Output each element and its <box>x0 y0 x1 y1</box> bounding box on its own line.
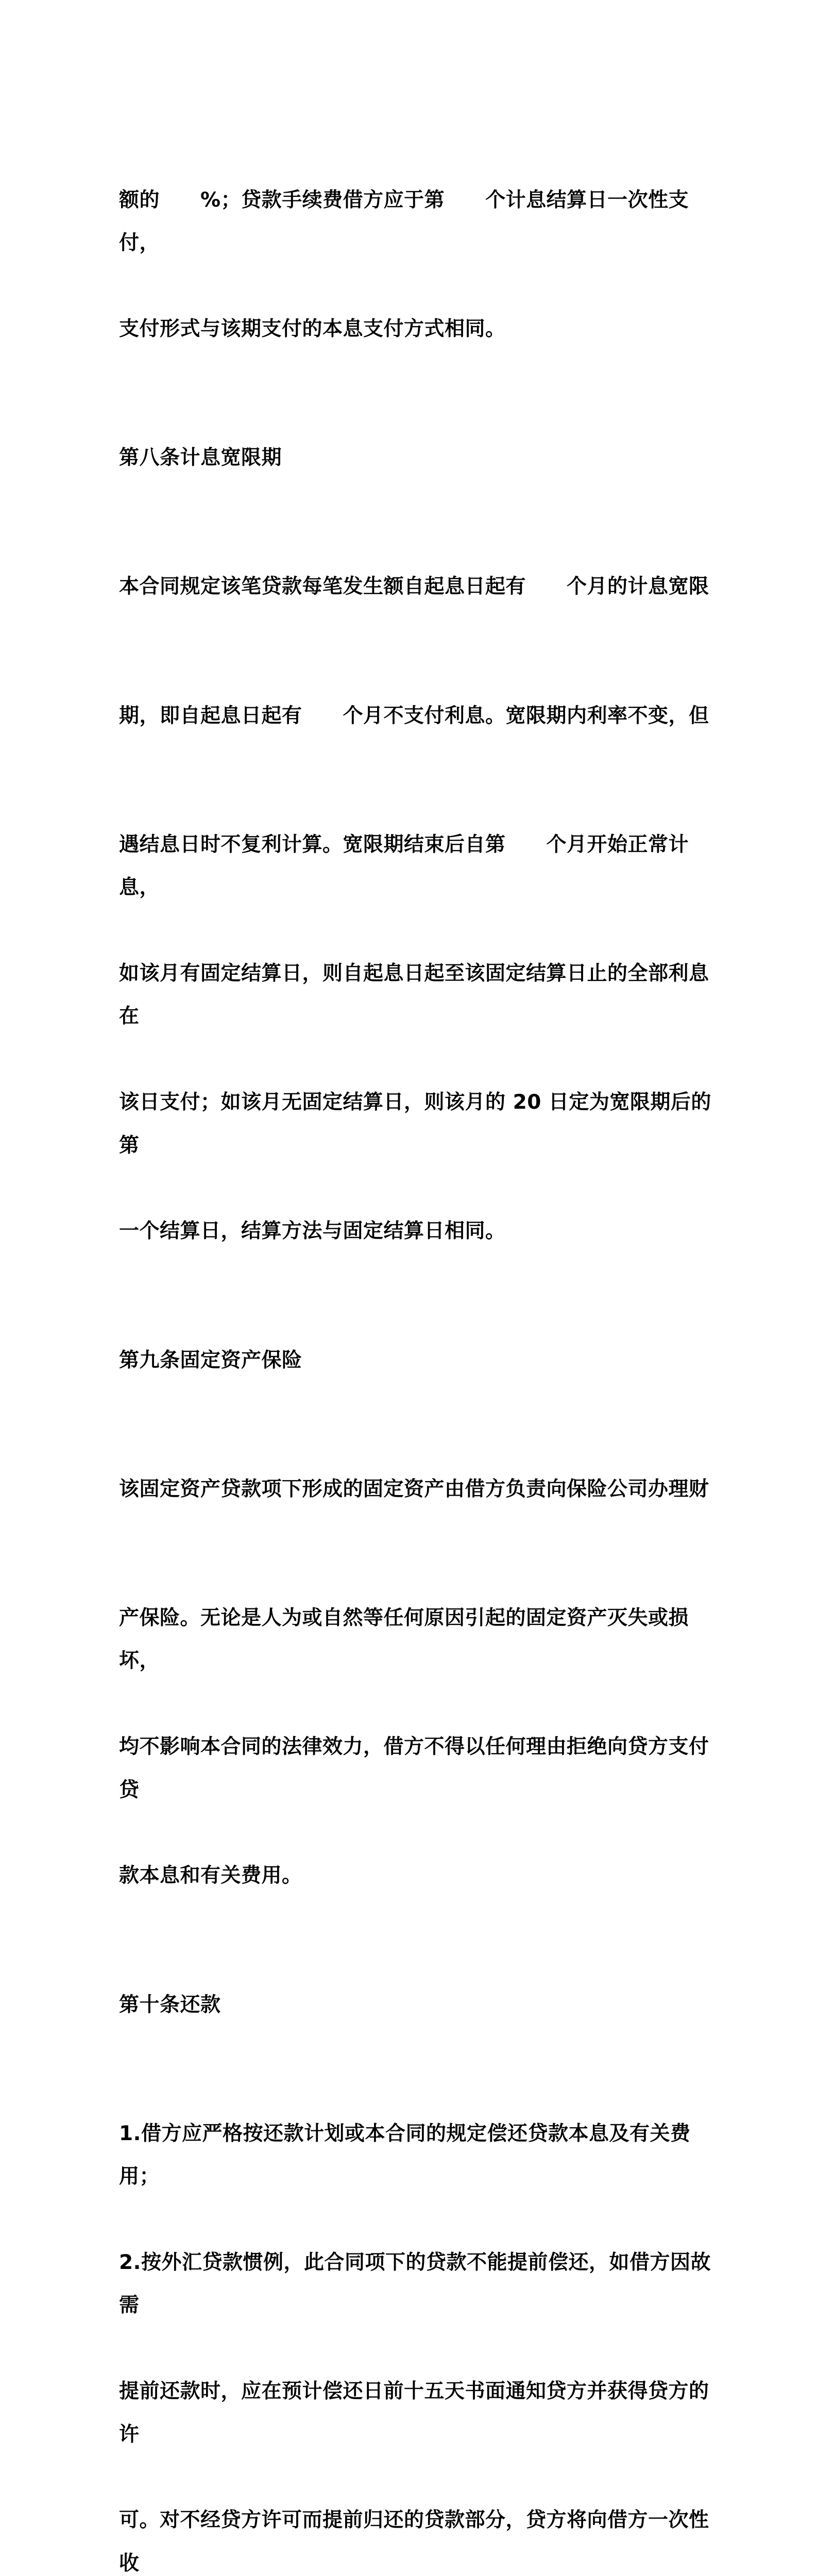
section-heading-article-9: 第九条固定资产保险 <box>119 1348 302 1372</box>
text-line: 款本息和有关费用。 <box>119 1864 302 1888</box>
list-item-2: 2.按外汇贷款惯例，此合同项下的贷款不能提前偿还，如借方因故需 <box>119 2251 711 2317</box>
text-line: 支付形式与该期支付的本息支付方式相同。 <box>119 317 506 341</box>
section-heading-article-8: 第八条计息宽限期 <box>119 446 282 470</box>
text-line: 遇结息日时不复利计算。宽限期结束后自第 个月开始正常计息， <box>119 833 689 900</box>
text-line: 该日支付；如该月无固定结算日，则该月的 20 日定为宽限期后的第 <box>119 1091 711 1157</box>
text-line: 如该月有固定结算日，则自起息日起至该固定结算日止的全部利息在 <box>119 962 709 1028</box>
text-line: 该固定资产贷款项下形成的固定资产由借方负责向保险公司办理财 <box>119 1477 709 1501</box>
text-line: 本合同规定该笔贷款每笔发生额自起息日起有 个月的计息宽限 <box>119 575 709 599</box>
text-line: 期，即自起息日起有 个月不支付利息。宽限期内利率不变，但 <box>119 704 709 727</box>
text-line: 产保险。无论是人为或自然等任何原因引起的固定资产灭失或损坏， <box>119 1606 689 1673</box>
text-line: 一个结算日，结算方法与固定结算日相同。 <box>119 1219 506 1243</box>
text-line: 额的 %；贷款手续费借方应于第 个计息结算日一次性支付， <box>119 188 689 255</box>
list-item-1: 1.借方应严格按还款计划或本合同的规定偿还贷款本息及有关费用； <box>119 2122 691 2189</box>
text-line: 均不影响本合同的法律效力，借方不得以任何理由拒绝向贷方支付贷 <box>119 1735 709 1802</box>
section-heading-article-10: 第十条还款 <box>119 1993 221 2016</box>
text-line: 可。对不经贷方许可而提前归还的贷款部分，贷方将向借方一次性收 <box>119 2509 709 2575</box>
text-line: 提前还款时，应在预计偿还日前十五天书面通知贷方并获得贷方的许 <box>119 2380 709 2446</box>
contract-text-block <box>119 93 722 2576</box>
